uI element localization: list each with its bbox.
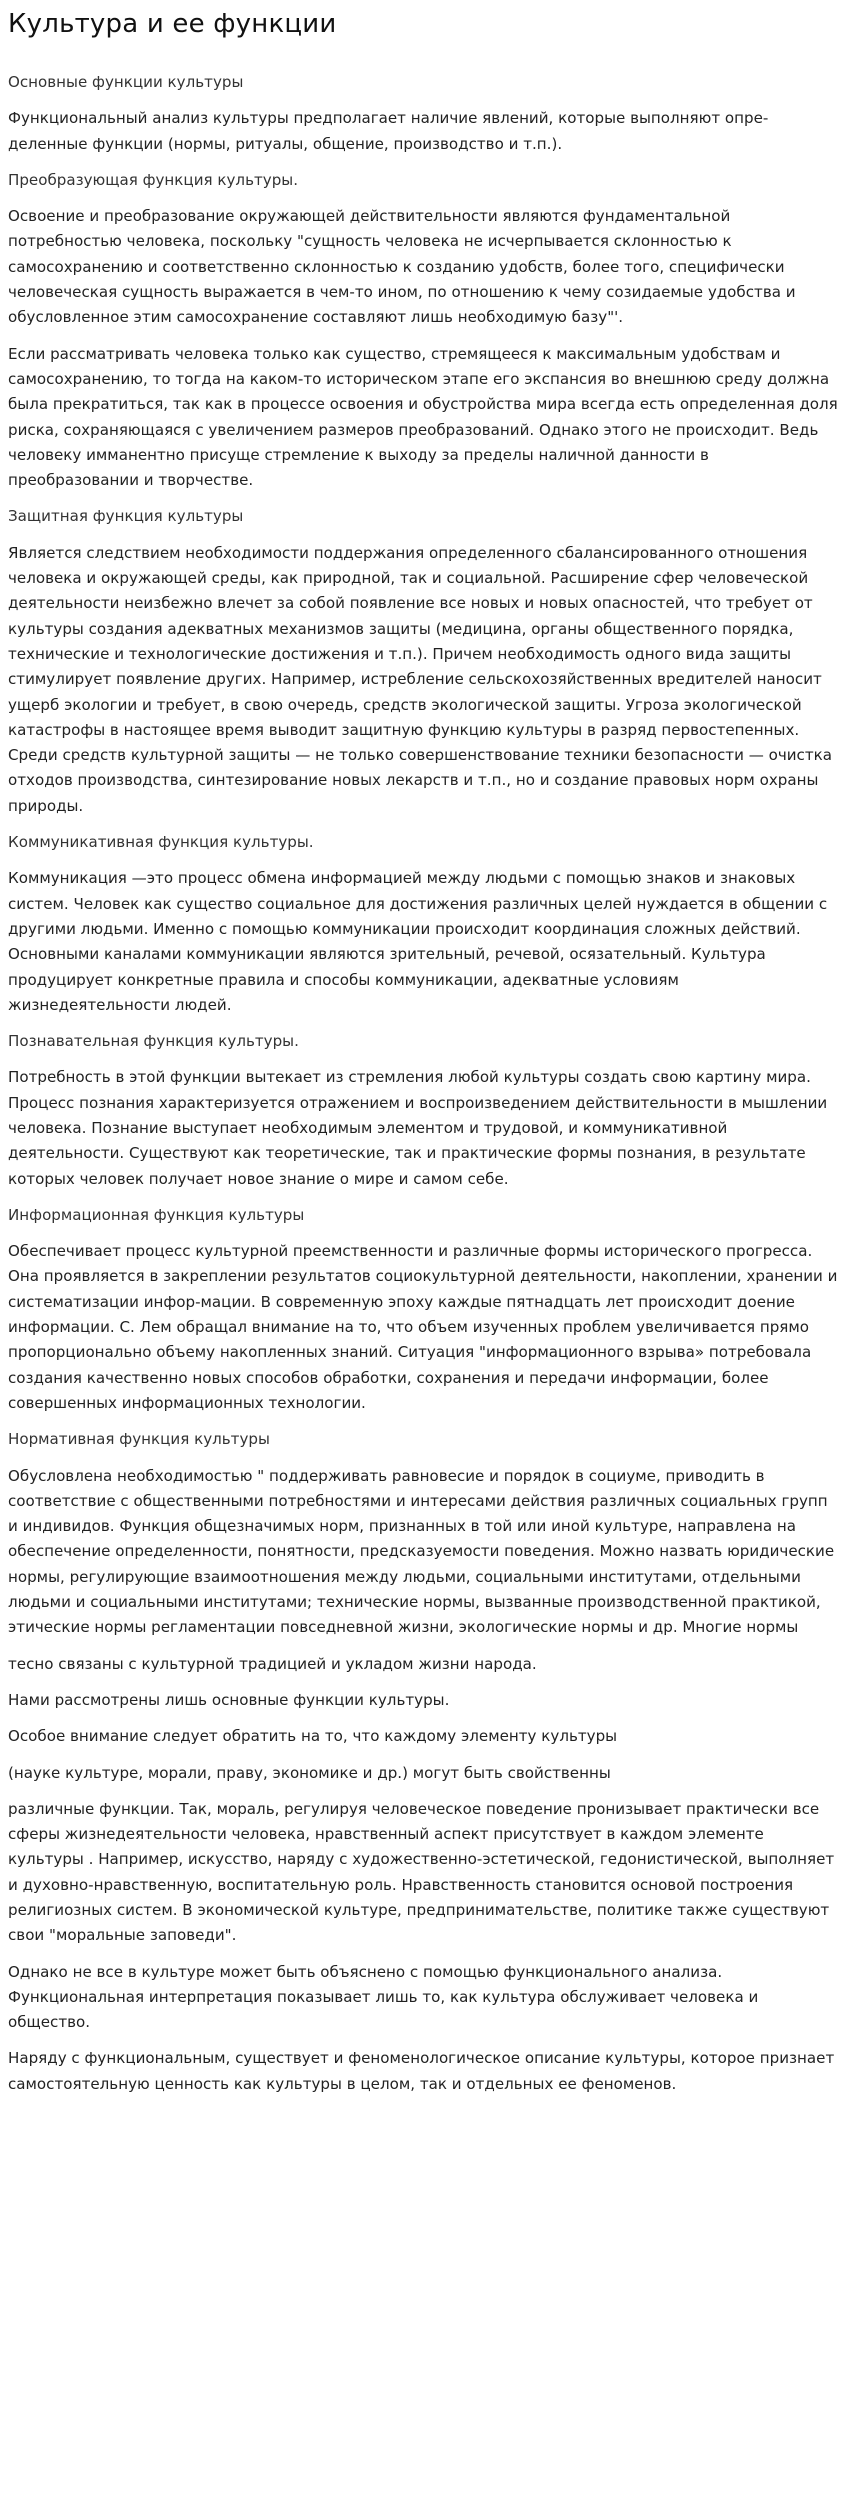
article-body bbox=[8, 70, 839, 2097]
paragraph-cognitive: Потребность в этой функции вытекает из стремления любой культуры создать свою картину мира. Процесс познания характеризуется отражением и воспроизведением действительности в мышлении человека. Познание выступает необходимым элементом и трудовой, и коммуникативной деятельности. Существуют как теоретические, так и практические формы познания, в результате которых человек получает новое знание о мире и самом себе. bbox=[8, 1068, 828, 1188]
paragraph-summary: Нами рассмотрены лишь основные функции культуры. bbox=[8, 1690, 450, 1709]
section-heading-protective: Защитная функция культуры bbox=[8, 507, 244, 526]
section-heading-transforming: Преобразующая функция культуры. bbox=[8, 170, 298, 189]
paragraph-normative-2: тесно связаны с культурной традицией и укладом жизни народа. bbox=[8, 1654, 537, 1673]
paragraph-functional-limits: Однако не все в культуре может быть объяснено с помощью функционального анализа. Функциональная интерпретация показывает лишь то, как культура обслуживает человека и общество. bbox=[8, 1962, 759, 2032]
section-heading-cognitive: Познавательная функция культуры. bbox=[8, 1032, 299, 1051]
page-title: Культура и ее функции bbox=[8, 9, 337, 39]
paragraph-transforming-1: Освоение и преобразование окружающей действительности являются фундаментальной потребностью человека, поскольку "сущность человека не исчерпывается склонностью к самосохранению и соответственно склонностью к созданию удобств, более того, специфически человеческая сущность выражается в чем-то ином, по отношению к чему созидаемые удобства и обусловленное этим самосохранение составляют лишь необходимую базу"'. bbox=[8, 207, 796, 327]
paragraph-transforming-2: Если рассматривать человека только как существо, стремящееся к максимальным удобствам и самосохранению, то тогда на каком-то историческом этапе его экспансия во внешнюю среду должна была прекратиться, так как в процессе освоения и обустройства мира всегда есть определенная доля риска, сохраняющаяся с увеличением размеров преобразований. Однако этого не происходит. Ведь человеку имманентно присуще стремление к выходу за пределы наличной данности в преобразовании и творчестве. bbox=[8, 344, 838, 490]
section-heading-normative: Нормативная функция культуры bbox=[8, 1430, 270, 1449]
paragraph-protective: Является следствием необходимости поддержания определенного сбалансированного отношения человека и окружающей среды, как природной, так и социальной. Расширение сфер человеческой деятельности неизбежно влечет за собой появление все новых и новых опасностей, что требует от культуры создания адекватных механизмов защиты (медицина, органы общественного порядка, технические и технологические достижения и т.п.). Причем необходимость одного вида защиты стимулирует появление других. Например, истребление сельскохозяйственных вредителей наносит ущерб экологии и требует, в свою очередь, средств экологической защиты. Угроза экологической катастрофы в настоящее время выводит защитную функцию культуры в разряд первостепенных. Среди средств культурной защиты — не только совершенствование техники безопасности — очистка отходов производства, синтезирование новых лекарств и т.п., но и создание правовых норм охраны природы. bbox=[8, 543, 833, 815]
paragraph-various-functions: различные функции. Так, мораль, регулируя человеческое поведение пронизывает практически все сферы жизнедеятельности человека, нравственный аспект присутствует в каждом элементе культуры . Например, искусство, наряду с художественно-эстетической, гедонистической, выполняет и духовно-нравственную, воспитательную роль. Нравственность становится основой построения религиозных систем. В экономической культуре, предпринимательстве, политике также существуют свои "моральные заповеди". bbox=[8, 1799, 835, 1945]
paragraph-functional-analysis: Функциональный анализ культуры предполагает наличие явлений, которые выполняют определенные функции (нормы, ритуалы, общение, производство и т.п.). bbox=[8, 109, 769, 153]
section-heading-main-functions: Основные функции культуры bbox=[8, 73, 244, 91]
paragraph-special-attention: Особое внимание следует обратить на то, что каждому элементу культуры bbox=[8, 1727, 618, 1746]
paragraph-informational: Обеспечивает процесс культурной преемственности и различные формы исторического прогресса. Она проявляется в закреплении результатов социокультурной деятельности, накоплении, хранении и систематизации инфор-мации. В современную эпоху каждые пятнадцать лет происходит доение информации. С. Лем обращал внимание на то, что объем изученных проблем увеличивается прямо пропорционально объему накопленных знаний. Ситуация "информационного взрыва» потребовала создания качественно новых способов обработки, сохранения и передачи информации, более совершенных информационных технологии. bbox=[8, 1242, 838, 1412]
paragraph-elements-list: (науке культуре, морали, праву, экономике и др.) могут быть свойственны bbox=[8, 1763, 611, 1782]
paragraph-phenomenological: Наряду с функциональным, существует и феноменологическое описание культуры, которое признает самостоятельную ценность как культуры в целом, так и отдельных ее феноменов. bbox=[8, 2049, 835, 2093]
paragraph-normative-1: Обусловлена необходимостью " поддерживать равновесие и порядок в социуме, приводить в соответствие с общественными потребностями и интересами действия различных социальных групп и индивидов. Функция общезначимых норм, признанных в той или иной культуре, направлена на обеспечение определенности, понятности, предсказуемости поведения. Можно назвать юридические нормы, регулирующие взаимоотношения между людьми, социальными институтами, отдельными людьми и социальными институтами; технические нормы, вызванные производственной практикой, этические нормы регламентации повседневной жизни, экологические нормы и др. Многие нормы bbox=[8, 1466, 835, 1637]
section-heading-communicative: Коммуникативная функция культуры. bbox=[8, 833, 314, 852]
paragraph-communicative: Коммуникация —это процесс обмена информацией между людьми с помощью знаков и знаковых систем. Человек как существо социальное для достижения различных целей нуждается в общении с другими людьми. Именно с помощью коммуникации происходит координация сложных действий. Основными каналами коммуникации являются зрительный, речевой, осязательный. Культура продуцирует конкретные правила и способы коммуникации, адекватные условиям жизнедеятельности людей. bbox=[8, 869, 828, 1014]
section-heading-informational: Информационная функция культуры bbox=[8, 1205, 305, 1224]
